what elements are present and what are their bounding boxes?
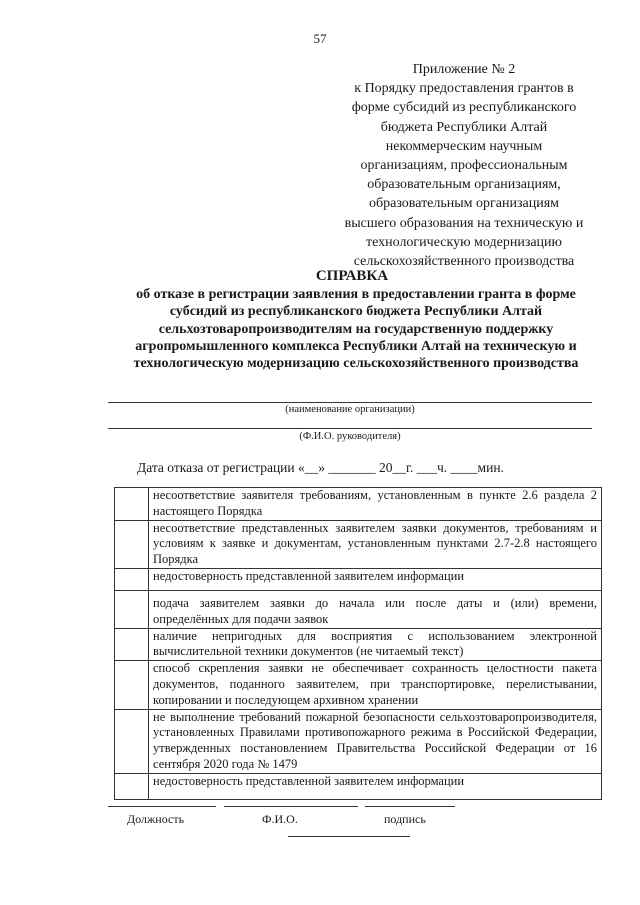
subtitle-line: технологическую модернизацию сельскохозяйственного производства <box>133 356 579 372</box>
checkbox-cell[interactable] <box>115 520 149 568</box>
sign-signature-line[interactable] <box>365 806 455 807</box>
page-number: 57 <box>313 31 327 46</box>
checkbox-cell[interactable] <box>115 590 149 628</box>
checkbox-cell[interactable] <box>115 568 149 590</box>
appendix-line: образовательным организациям, <box>367 177 561 193</box>
checkbox-cell[interactable] <box>115 628 149 661</box>
subtitle-line: субсидий из республиканского бюджета Республики Алтай <box>169 304 543 320</box>
subtitle-line: об отказе в регистрации заявления в предоставлении гранта в форме <box>136 287 576 302</box>
reason-text: недостоверность представленной заявителем информации <box>149 773 602 799</box>
head-name-line[interactable] <box>108 428 592 429</box>
table-row <box>115 568 602 590</box>
checkbox-cell[interactable] <box>115 773 149 799</box>
position-signature-line[interactable] <box>108 806 216 807</box>
reason-text: недостоверность представленной заявителем информации <box>149 568 602 590</box>
date-signature-line[interactable] <box>288 836 410 837</box>
table-row <box>115 520 602 568</box>
table-row <box>115 628 602 661</box>
subtitle-line: сельхозтоваропроизводителям на государственную поддержку <box>158 321 554 337</box>
document-title: СПРАВКА <box>315 268 389 284</box>
table-row <box>115 773 602 799</box>
refusal-date-line: Дата отказа от регистрации «__» _______ 20__г. ___ч. ____мин. <box>137 460 504 475</box>
appendix-line: высшего образования на техническую и <box>344 215 584 231</box>
appendix-line: образовательным организациям <box>369 196 559 212</box>
table-row <box>115 709 602 773</box>
reason-text: подача заявителем заявки до начала или после даты и (или) времени, определённых для подачи заявок <box>149 590 602 628</box>
subtitle-line: агропромышленного комплекса Республики Алтай на техническую и <box>135 338 577 354</box>
checkbox-cell[interactable] <box>115 661 149 709</box>
checkbox-cell[interactable] <box>115 709 149 773</box>
appendix-line: организациям, профессиональным <box>360 158 568 174</box>
document-subtitle <box>100 286 612 372</box>
reason-text: способ скрепления заявки не обеспечивает сохранность целостности пакета документов, поданного заявителем, при транспортировке, перелистывании, копировании и последующем архивном хранении <box>149 661 602 709</box>
name-label: Ф.И.О. <box>262 812 298 826</box>
appendix-line: к Порядку предоставления грантов в <box>354 81 574 97</box>
reason-text: несоответствие представленных заявителем заявки документов, требованиям и условиям к заявке и документам, установленным пунктами 2.7-2.8 настоящего Порядка <box>149 520 602 568</box>
reason-text: не выполнение требований пожарной безопасности сельхозтоваропроизводителя, установленных Правилами противопожарного режима в Российской Федерации, утвержденных постановлением Правительства Российской Федерации от 16 сентября 2020 года № 1479 <box>149 709 602 773</box>
appendix-block <box>300 60 628 271</box>
checkbox-cell[interactable] <box>115 488 149 521</box>
table-row <box>115 590 602 628</box>
appendix-line: Приложение № 2 <box>412 62 516 77</box>
appendix-line: бюджета Республики Алтай <box>380 119 548 135</box>
reason-text: несоответствие заявителя требованиям, установленным в пункте 2.6 раздела 2 настоящего Порядка <box>149 488 602 521</box>
name-signature-line[interactable] <box>224 806 358 807</box>
table-row <box>115 661 602 709</box>
table-row <box>115 488 602 521</box>
appendix-line: форме субсидий из республиканского <box>351 100 577 116</box>
head-name-caption: (Ф.И.О. руководителя) <box>299 431 401 442</box>
appendix-line: сельскохозяйственного производства <box>353 254 575 270</box>
org-name-line[interactable] <box>108 402 592 403</box>
appendix-line: некоммерческим научным <box>385 138 543 154</box>
position-label: Должность <box>127 812 185 826</box>
org-name-caption: (наименование организации) <box>285 404 415 415</box>
refusal-reasons-table <box>114 487 602 800</box>
reason-text: наличие непригодных для восприятия с использованием электронной вычислительной техники документов (не читаемый текст) <box>149 628 602 661</box>
sign-label: подпись <box>384 812 426 826</box>
appendix-line: технологическую модернизацию <box>365 234 563 250</box>
